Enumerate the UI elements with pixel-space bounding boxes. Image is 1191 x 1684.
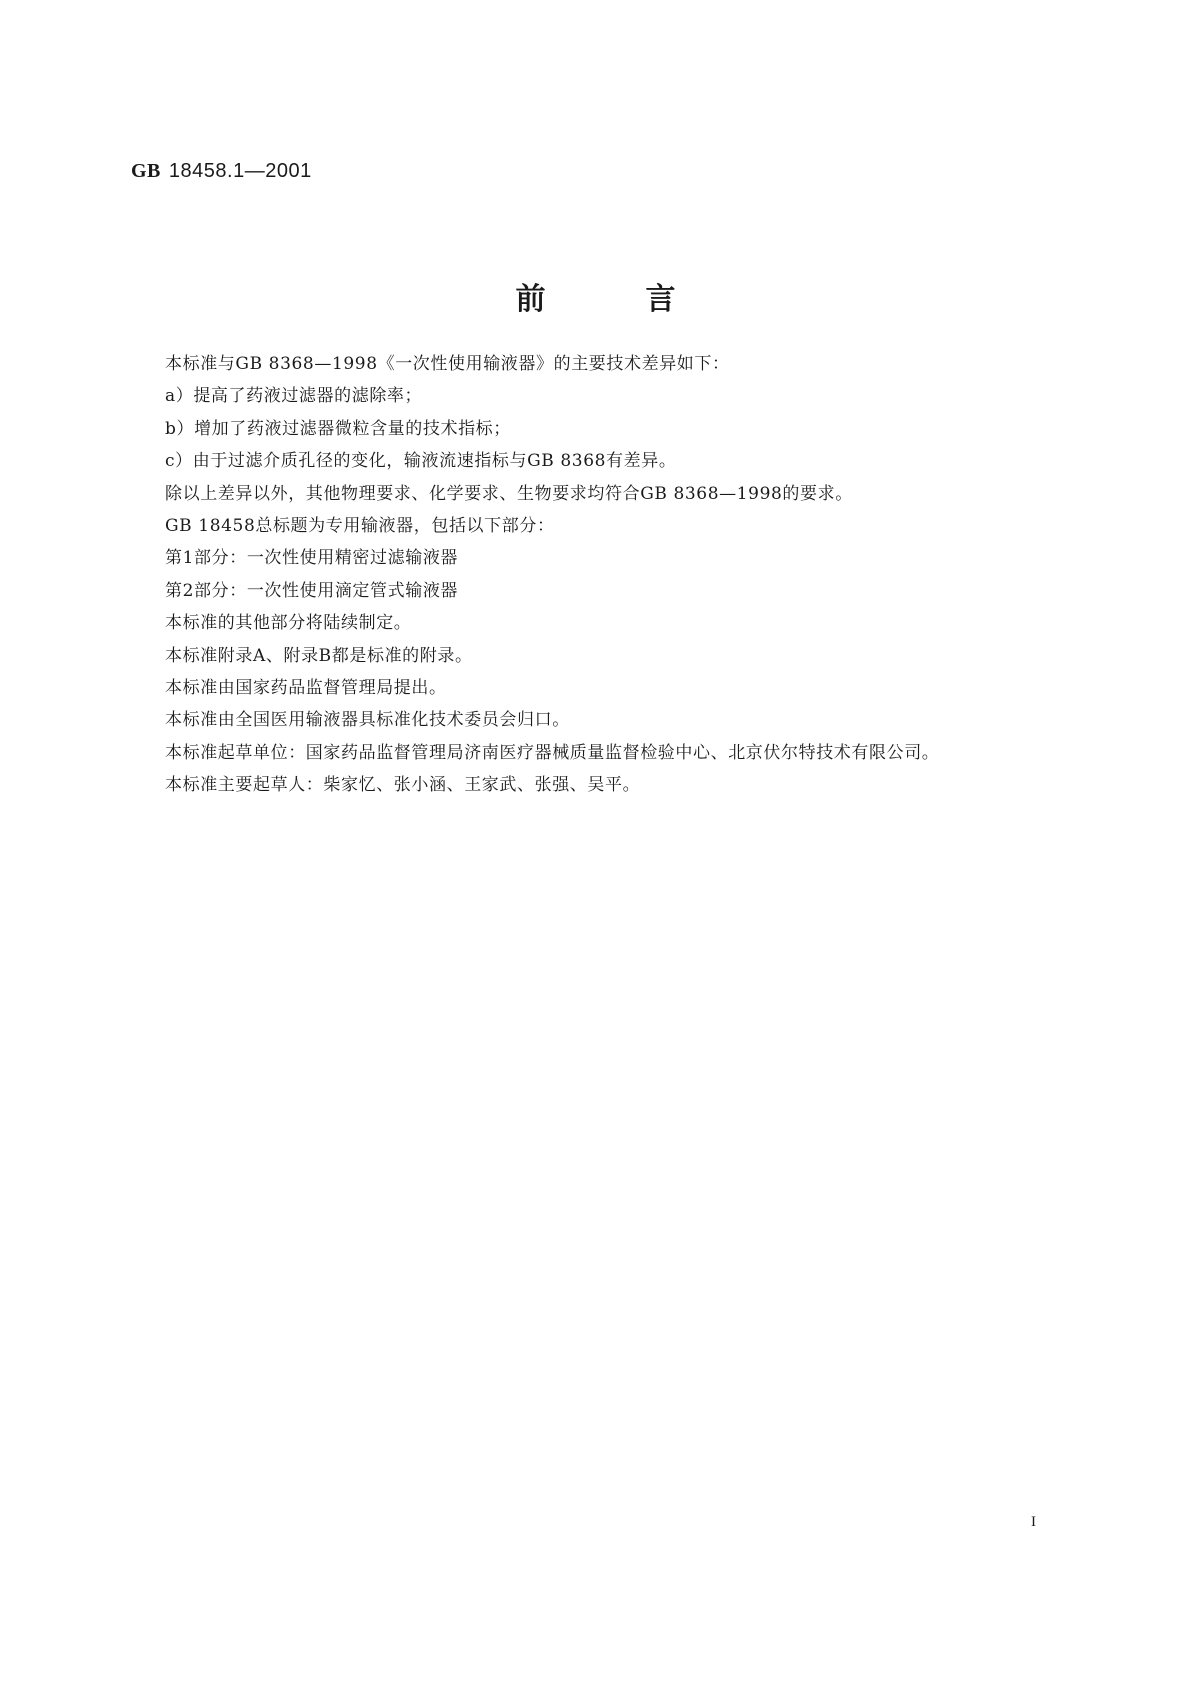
paragraph: 本标准由全国医用输液器具标准化技术委员会归口。: [165, 710, 570, 731]
paragraph: a）提高了药液过滤器的滤除率；: [165, 386, 423, 407]
paragraph: 第2部分：一次性使用滴定管式输液器: [165, 580, 459, 601]
page-number: I: [1031, 1514, 1036, 1530]
standard-code-number: 18458.1—2001: [168, 160, 312, 182]
paragraph: 除以上差异以外，其他物理要求、化学要求、生物要求均符合GB 8368—1998的要求。: [165, 483, 853, 504]
paragraph: 本标准附录A、附录B都是标准的附录。: [165, 645, 473, 666]
paragraph: b）增加了药液过滤器微粒含量的技术指标；: [165, 418, 511, 439]
standard-code-prefix: GB: [131, 160, 161, 182]
page-title: 前言: [515, 282, 776, 317]
paragraph: c）由于过滤介质孔径的变化，输液流速指标与GB 8368有差异。: [165, 451, 677, 472]
paragraph: 本标准由国家药品监督管理局提出。: [165, 678, 447, 699]
paragraph: 本标准主要起草人：柴家忆、张小涵、王家武、张强、吴平。: [165, 775, 641, 796]
paragraph: GB 18458总标题为专用输液器，包括以下部分：: [165, 516, 555, 537]
paragraph: 第1部分：一次性使用精密过滤输液器: [165, 548, 459, 569]
foreword-body: [131, 348, 1061, 802]
page-header: [131, 158, 312, 183]
paragraph: 本标准的其他部分将陆续制定。: [165, 613, 412, 634]
paragraph: 本标准与GB 8368—1998《一次性使用输液器》的主要技术差异如下：: [165, 354, 730, 374]
paragraph: 本标准起草单位：国家药品监督管理局济南医疗器械质量监督检验中心、北京伏尔特技术有限公司。: [165, 742, 940, 763]
